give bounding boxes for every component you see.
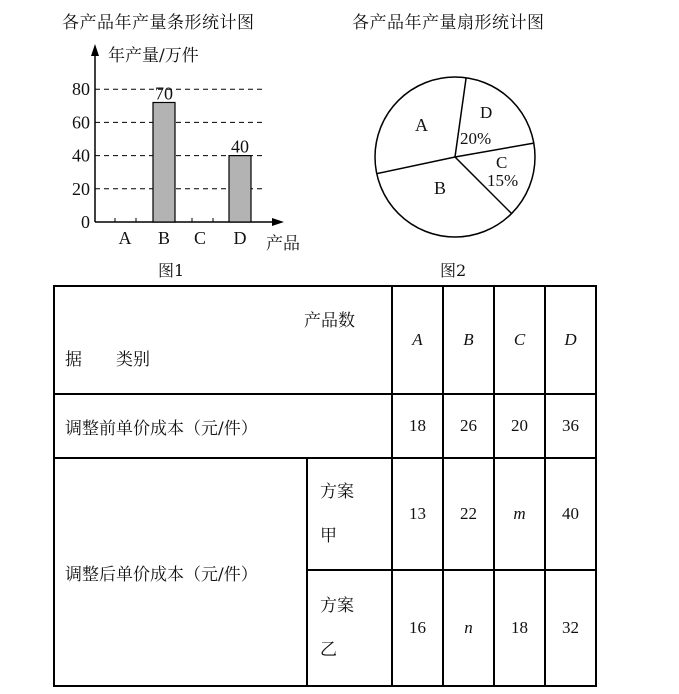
x-axis-label: 产品 xyxy=(266,234,300,254)
pie-percent-c: 15% xyxy=(487,171,519,190)
y-tick-label-20: 20 xyxy=(72,178,90,199)
plan-yi-label: 方案 乙 xyxy=(307,570,392,686)
pie-chart-title: 各产品年产量扇形统计图 xyxy=(352,13,545,33)
y-tick-label-80: 80 xyxy=(72,79,90,100)
plan-jia-a: 13 xyxy=(392,458,443,570)
y-tick-label-60: 60 xyxy=(72,112,90,133)
plan-yi-b: n xyxy=(443,570,494,686)
header-product-a: A xyxy=(392,286,443,394)
header-category: 据 类别 xyxy=(65,350,150,370)
figure-2-caption: 图2 xyxy=(440,261,467,280)
x-axis-arrow-icon xyxy=(272,218,284,226)
diagonal-header-cell xyxy=(54,286,392,394)
plan-yi-d: 32 xyxy=(545,570,596,686)
x-tick-label-d: D xyxy=(233,228,247,248)
before-cost-c: 20 xyxy=(494,394,545,458)
header-product-data: 产品数 xyxy=(304,311,355,331)
pie-percent-d: 20% xyxy=(460,129,492,148)
header-product-b: B xyxy=(443,286,494,394)
figure-1-caption: 图1 xyxy=(158,261,185,280)
y-axis-label: 年产量/万件 xyxy=(108,46,199,66)
bar-data-label-b: 70 xyxy=(155,83,173,104)
before-cost-a: 18 xyxy=(392,394,443,458)
x-tick-label-c: C xyxy=(193,228,207,248)
bar-chart xyxy=(0,0,340,260)
before-cost-b: 26 xyxy=(443,394,494,458)
x-tick-label-a: A xyxy=(118,228,132,248)
header-product-c: C xyxy=(494,286,545,394)
y-tick-label-40: 40 xyxy=(72,145,90,166)
pie-label-a: A xyxy=(415,115,428,135)
plan-jia-label: 方案 甲 xyxy=(307,458,392,570)
after-cost-label: 调整后单价成本（元/件） xyxy=(54,458,307,686)
plan-jia-b: 22 xyxy=(443,458,494,570)
bar-data-label-d: 40 xyxy=(231,136,249,157)
bar-d xyxy=(229,156,251,222)
plan-yi-c: 18 xyxy=(494,570,545,686)
table-header-row xyxy=(54,286,596,394)
plan-jia-d: 40 xyxy=(545,458,596,570)
bar-chart-title: 各产品年产量条形统计图 xyxy=(62,13,255,33)
table-row-plan-jia xyxy=(54,458,596,570)
y-tick-label-0: 0 xyxy=(81,212,90,232)
before-cost-d: 36 xyxy=(545,394,596,458)
header-product-d: D xyxy=(545,286,596,394)
bar-b xyxy=(153,102,175,222)
pie-label-d: D xyxy=(480,103,493,122)
pie-label-c: C xyxy=(496,153,508,172)
pie-chart xyxy=(360,60,560,260)
pie-label-b: B xyxy=(434,178,447,198)
plan-yi-a: 16 xyxy=(392,570,443,686)
y-axis-arrow-icon xyxy=(91,44,99,56)
plan-jia-c: m xyxy=(494,458,545,570)
x-tick-label-b: B xyxy=(157,228,171,248)
cost-table xyxy=(53,285,597,687)
before-cost-label: 调整前单价成本（元/件） xyxy=(54,394,392,458)
table-row-before xyxy=(54,394,596,458)
